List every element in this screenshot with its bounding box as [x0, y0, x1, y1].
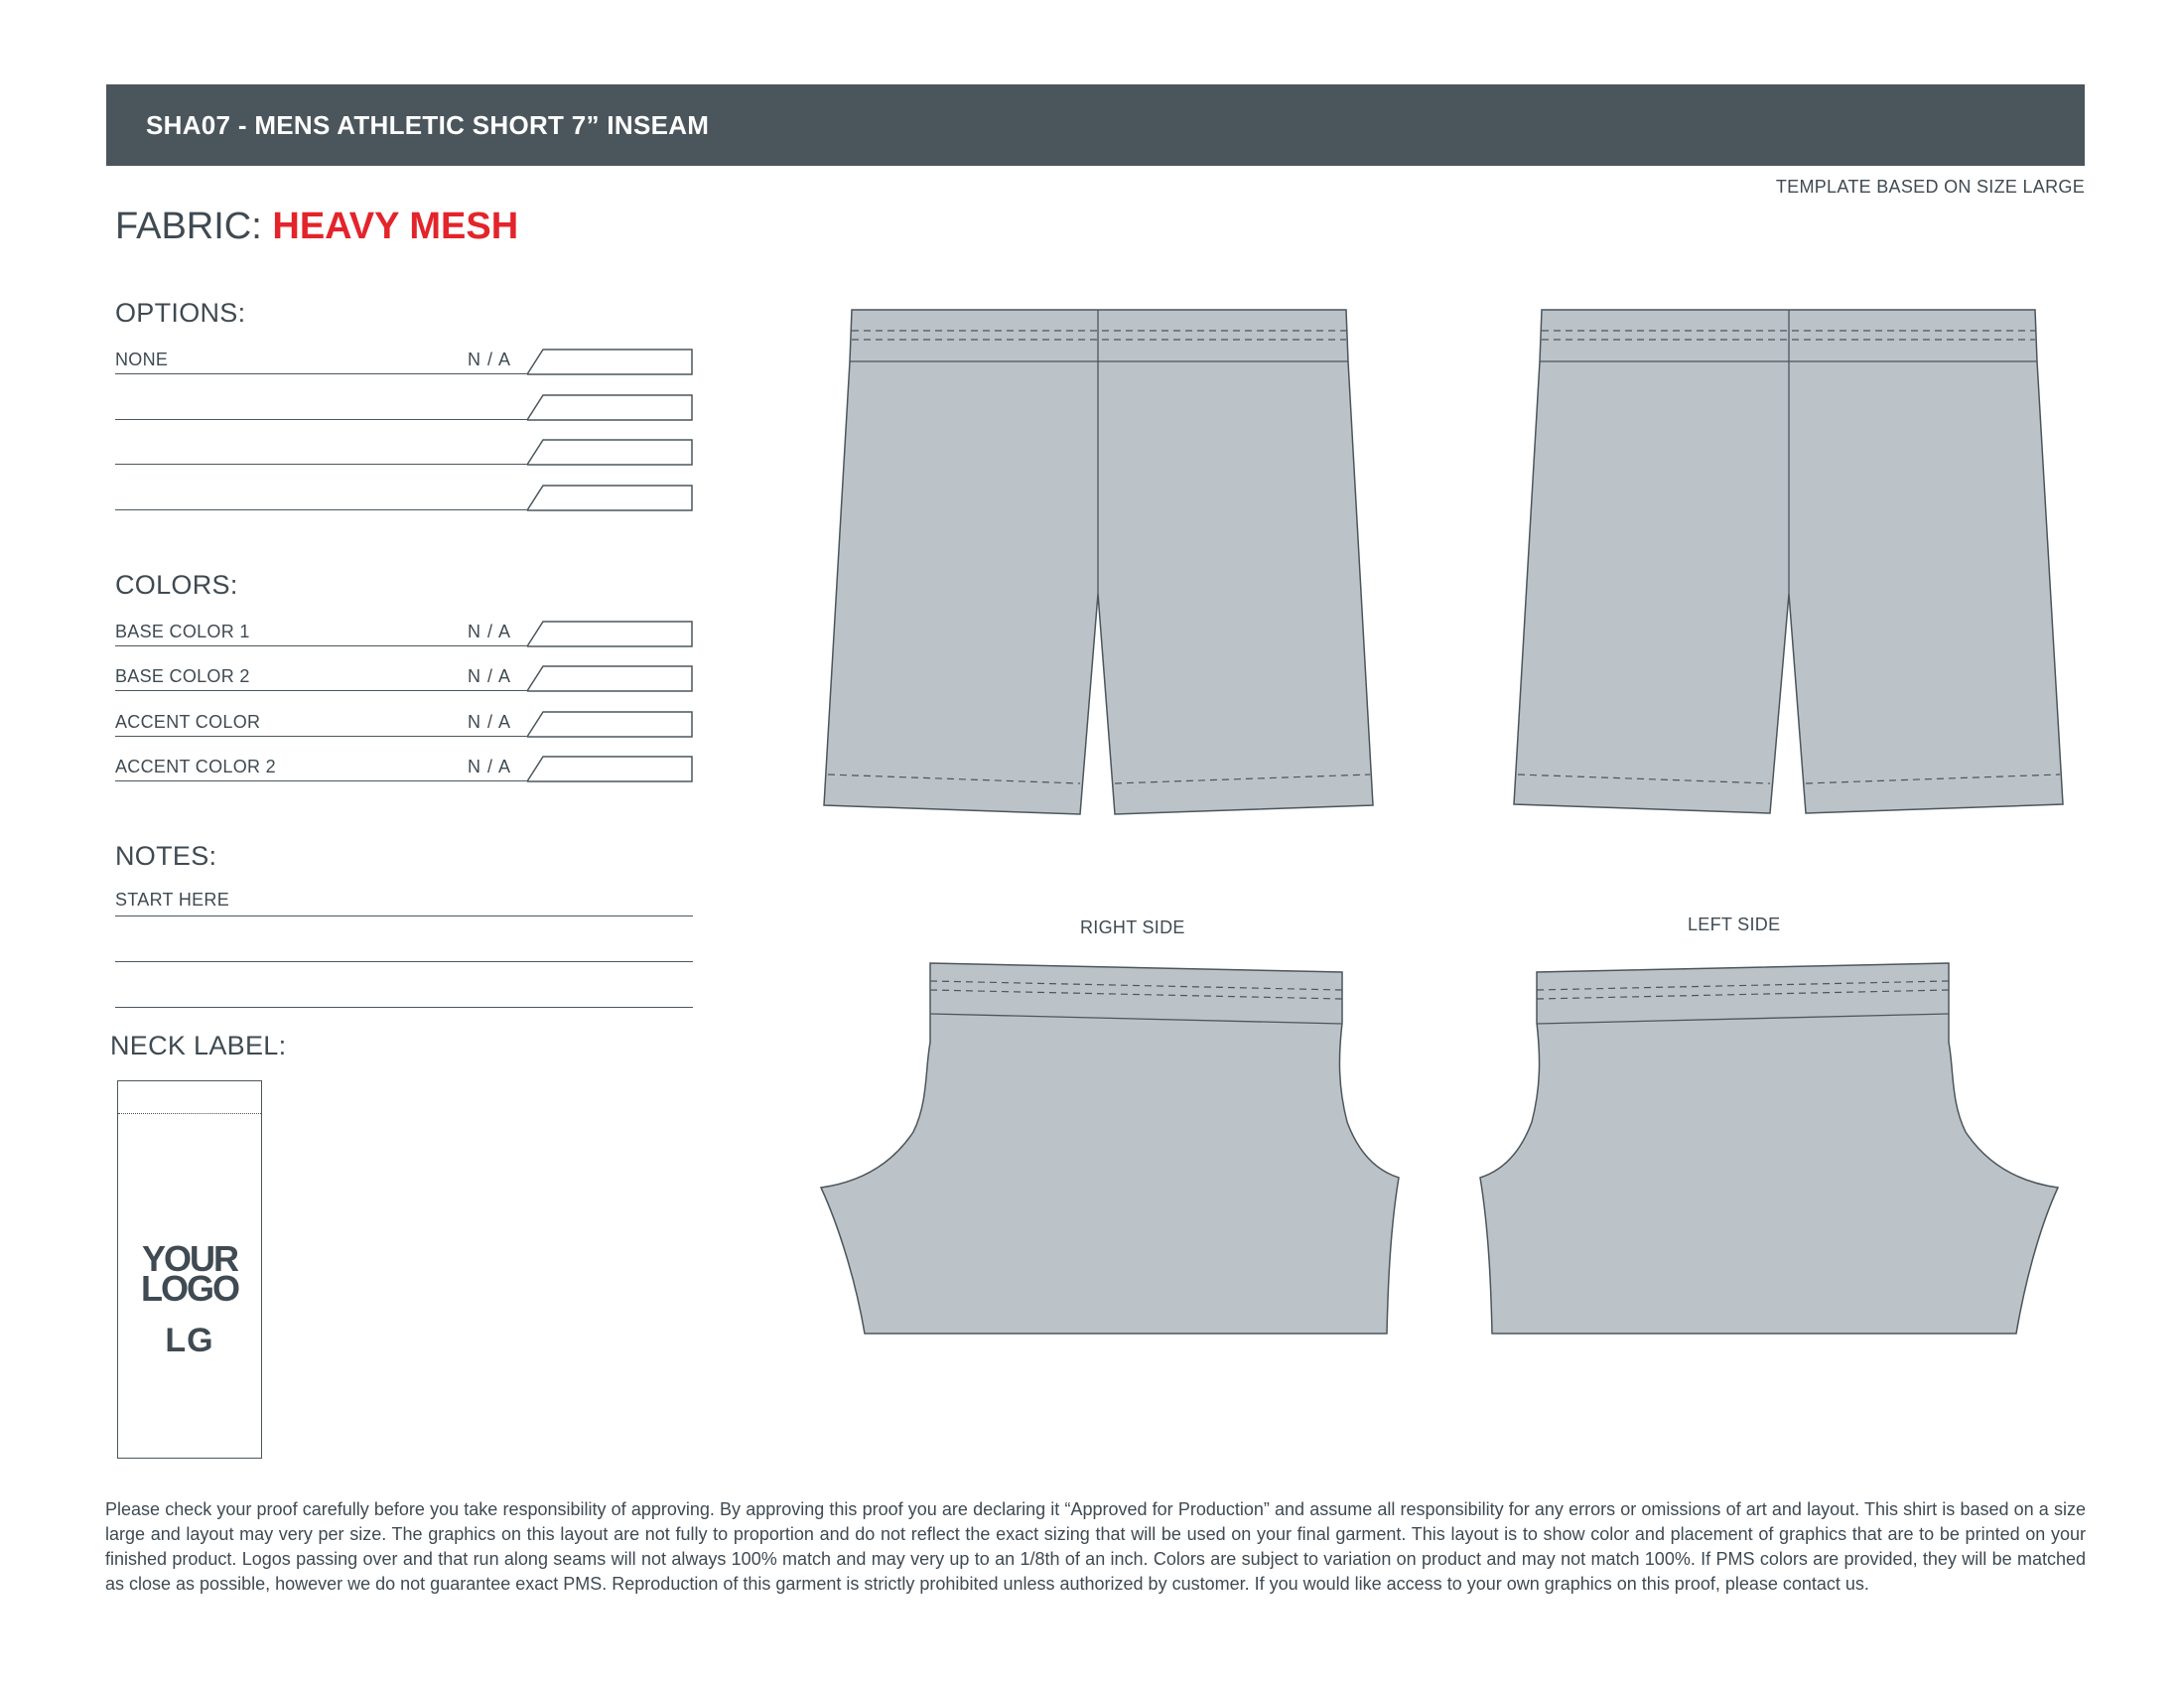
shorts-left-side-view[interactable] — [1480, 963, 2058, 1334]
color-label: ACCENT COLOR 2 — [115, 757, 276, 776]
logo-line-1: YOUR — [141, 1238, 237, 1279]
color-label: BASE COLOR 1 — [115, 622, 250, 641]
right-side-label: RIGHT SIDE — [1080, 917, 1185, 937]
shorts-front-view[interactable] — [824, 310, 1373, 814]
left-side-label: LEFT SIDE — [1688, 914, 1781, 934]
neck-label-title: NECK LABEL: — [110, 1031, 287, 1060]
template-size-note: TEMPLATE BASED ON SIZE LARGE — [1775, 177, 2085, 197]
notes-title: NOTES: — [115, 841, 217, 871]
fabric-label: FABRIC: — [115, 206, 262, 247]
color-label: BASE COLOR 2 — [115, 666, 250, 686]
fabric-value: HEAVY MESH — [272, 206, 519, 247]
shorts-back-view[interactable] — [1514, 310, 2063, 813]
page-title: SHA07 - MENS ATHLETIC SHORT 7” INSEAM — [146, 110, 710, 140]
neck-label-size: LG — [165, 1322, 214, 1359]
option-label: NONE — [115, 350, 169, 369]
options-title: OPTIONS: — [115, 298, 246, 328]
colors-title: COLORS: — [115, 570, 238, 600]
color-value: N / A — [468, 712, 512, 732]
option-value: N / A — [468, 350, 512, 369]
color-value: N / A — [468, 622, 512, 641]
shorts-right-side-view[interactable] — [821, 963, 1399, 1334]
color-value: N / A — [468, 666, 512, 686]
notes-first-line: START HERE — [115, 890, 230, 910]
logo-line-2: LOGO — [141, 1268, 238, 1309]
color-label: ACCENT COLOR — [115, 712, 261, 732]
disclaimer-text: Please check your proof carefully before you take responsibility of approving. By approving this proof you are declaring it “Approved for Production” and assume all responsibility for any errors or omissions of art and layout. This shirt is based on a size large and layout may very per size. The graphics on this layout are not fully to proportion and do not reflect the exact sizing that will be used on your final garment. This layout is to show color and placement of graphics that are to be printed on your finished product. Logos passing over and that run along seams will not always 100% match and may very up to an 1/8th of an inch. Colors are subject to variation on product and may not match 100%. If PMS colors are provided, they will be matched as close as possible, however we do not guarantee exact PMS. Reproduction of this garment is strictly prohibited unless authorized by customer. If you would like access to your own graphics on this proof, please contact us. — [105, 1499, 2086, 1594]
color-value: N / A — [468, 757, 512, 776]
